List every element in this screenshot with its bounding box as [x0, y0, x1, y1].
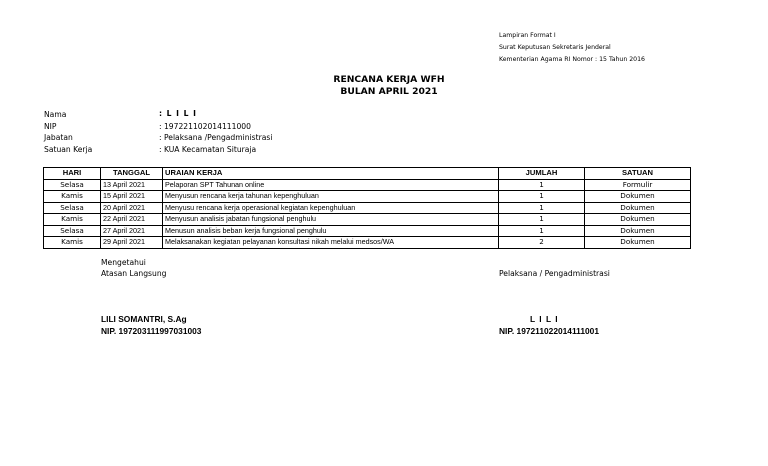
position-value: : Pelaksana /Pengadministrasi: [159, 133, 273, 142]
name-value: : L I L I: [159, 109, 197, 118]
cell-task: Pelaporan SPT Tahunan online: [163, 179, 499, 191]
cell-amount: 1: [499, 202, 585, 214]
cell-amount: 2: [499, 237, 585, 249]
cell-unit: Dokumen: [585, 225, 691, 237]
cell-day: Kamis: [44, 237, 101, 249]
supervisor-nip: NIP. 197203111997031003: [101, 326, 202, 336]
table-header-row: [44, 168, 691, 180]
header-task: URAIAN KERJA: [163, 168, 499, 180]
cell-unit: Dokumen: [585, 191, 691, 203]
cell-date: 27 April 2021: [101, 225, 163, 237]
executor-name: L I L I: [530, 314, 559, 324]
attachment-label: Lampiran Format I: [499, 32, 556, 39]
ministry-number-label: Kementerian Agama RI Nomor : 15 Tahun 2016: [499, 56, 645, 63]
cell-unit: Dokumen: [585, 214, 691, 226]
acknowledged-label: Mengetahui: [101, 258, 146, 267]
executor-nip: NIP. 197211022014111001: [499, 326, 599, 336]
cell-date: 29 April 2021: [101, 237, 163, 249]
position-label: Jabatan: [44, 133, 73, 142]
cell-date: 13 April 2021: [101, 179, 163, 191]
table-row: [44, 237, 691, 249]
supervisor-name: LILI SOMANTRI, S.Ag: [101, 314, 187, 324]
cell-day: Kamis: [44, 191, 101, 203]
cell-day: Selasa: [44, 225, 101, 237]
cell-task: Melaksanakan kegiatan pelayanan konsultasi nikah melalui medsos/WA: [163, 237, 499, 249]
cell-day: Kamis: [44, 214, 101, 226]
document-subtitle: BULAN APRIL 2021: [340, 86, 438, 97]
work-unit-label: Satuan Kerja: [44, 145, 93, 154]
table-row: [44, 225, 691, 237]
cell-task: Menyusun rencana kerja tahunan kepenghuluan: [163, 191, 499, 203]
header-day: HARI: [44, 168, 101, 180]
cell-date: 15 April 2021: [101, 191, 163, 203]
cell-unit: Dokumen: [585, 202, 691, 214]
cell-date: 20 April 2021: [101, 202, 163, 214]
cell-day: Selasa: [44, 202, 101, 214]
table-row: [44, 214, 691, 226]
table-row: [44, 202, 691, 214]
work-plan-table: [43, 167, 691, 249]
cell-date: 22 April 2021: [101, 214, 163, 226]
table-row: [44, 179, 691, 191]
work-unit-value: : KUA Kecamatan Situraja: [159, 145, 257, 154]
cell-task: Menusun analisis beban kerja fungsional penghulu: [163, 225, 499, 237]
header-amount: JUMLAH: [499, 168, 585, 180]
name-label: Nama: [44, 110, 67, 119]
cell-unit: Formulir: [585, 179, 691, 191]
cell-amount: 1: [499, 225, 585, 237]
cell-day: Selasa: [44, 179, 101, 191]
header-unit: SATUAN: [585, 168, 691, 180]
cell-amount: 1: [499, 179, 585, 191]
nip-label: NIP: [44, 122, 57, 131]
decree-label: Surat Keputusan Sekretaris Jenderal: [499, 44, 611, 51]
cell-unit: Dokumen: [585, 237, 691, 249]
executor-label: Pelaksana / Pengadministrasi: [499, 269, 610, 278]
cell-amount: 1: [499, 191, 585, 203]
table-row: [44, 191, 691, 203]
header-date: TANGGAL: [101, 168, 163, 180]
cell-task: Menyusun analisis jabatan fungsional penghulu: [163, 214, 499, 226]
cell-task: Menyusu rencana kerja operasional kegiatan kepenghuluan: [163, 202, 499, 214]
cell-amount: 1: [499, 214, 585, 226]
document-title: RENCANA KERJA WFH: [333, 74, 445, 85]
nip-value: : 197221102014111000: [159, 122, 251, 131]
supervisor-label: Atasan Langsung: [101, 269, 167, 278]
